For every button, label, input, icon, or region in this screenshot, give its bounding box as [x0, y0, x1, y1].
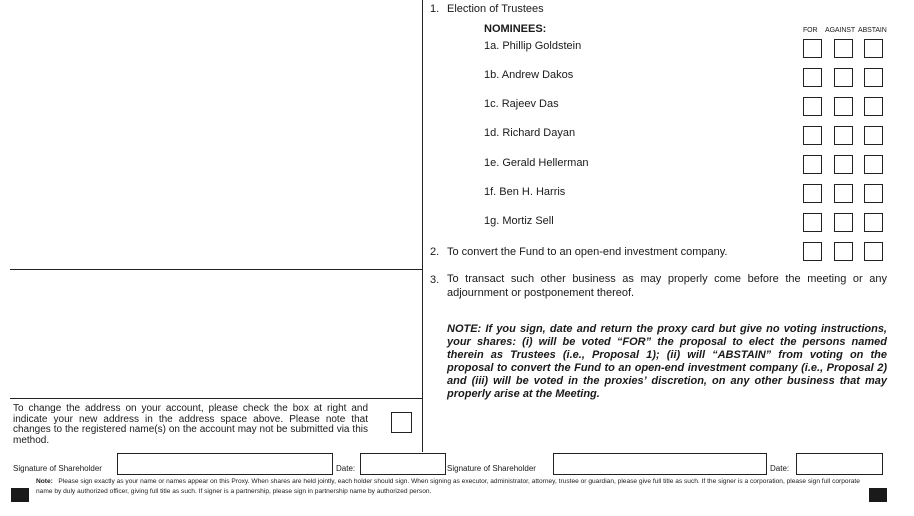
abstain-checkbox[interactable] — [864, 68, 883, 87]
column-header-abstain: ABSTAIN — [858, 27, 887, 34]
joint-shareholder-signature-label: Signature of Shareholder — [447, 464, 536, 473]
shareholder-signature-label: Signature of Shareholder — [13, 464, 102, 473]
proposal-2-number: 2. — [430, 246, 440, 258]
for-checkbox[interactable] — [803, 242, 822, 261]
nominee-label: 1e. Gerald Hellerman — [484, 157, 589, 169]
nominees-heading: NOMINEES: — [484, 23, 547, 35]
joint-shareholder-signature-field[interactable] — [553, 453, 767, 475]
abstain-checkbox[interactable] — [864, 97, 883, 116]
abstain-checkbox[interactable] — [864, 155, 883, 174]
for-checkbox[interactable] — [803, 97, 822, 116]
proposal-3-text: To transact such other business as may properly come before the meeting or any adjournment or postponement thereof. — [447, 273, 887, 299]
against-checkbox[interactable] — [834, 97, 853, 116]
against-checkbox[interactable] — [834, 68, 853, 87]
proposal-2-text: To convert the Fund to an open-end investment company. — [447, 246, 728, 258]
abstain-checkbox[interactable] — [864, 184, 883, 203]
signing-instructions — [36, 477, 866, 497]
registration-mark-left — [11, 488, 29, 502]
proposal-3-number: 3. — [430, 274, 440, 286]
address-change-checkbox[interactable] — [391, 412, 412, 433]
date-field[interactable] — [360, 453, 446, 475]
nominee-label: 1f. Ben H. Harris — [484, 186, 566, 198]
for-checkbox[interactable] — [803, 68, 822, 87]
against-checkbox[interactable] — [834, 213, 853, 232]
abstain-checkbox[interactable] — [864, 39, 883, 58]
for-checkbox[interactable] — [803, 155, 822, 174]
for-checkbox[interactable] — [803, 184, 822, 203]
against-checkbox[interactable] — [834, 126, 853, 145]
abstain-checkbox[interactable] — [864, 242, 883, 261]
note-label: Note: — [36, 478, 53, 485]
nominee-label: 1b. Andrew Dakos — [484, 69, 574, 81]
abstain-checkbox[interactable] — [864, 213, 883, 232]
default-voting-note: NOTE: If you sign, date and return the proxy card but give no voting instructions, your shares: (i) will be voted “FOR” the proposal to elect the persons named therein as Trustees (i.e., Proposal 1); (ii) will “ABSTAIN” from voting on the proposal to convert the Fund to an open-end investment company (i.e., Proposal 2) and (iii) will be voted in the proxies’ discretion, on any other business that may properly arise at the Meeting. — [447, 323, 887, 400]
date-label: Date: — [336, 464, 356, 473]
column-header-for: FOR — [803, 27, 818, 34]
against-checkbox[interactable] — [834, 155, 853, 174]
column-header-against: AGAINST — [825, 27, 856, 34]
joint-date-field[interactable] — [796, 453, 883, 475]
against-checkbox[interactable] — [834, 184, 853, 203]
against-checkbox[interactable] — [834, 39, 853, 58]
against-checkbox[interactable] — [834, 242, 853, 261]
proposal-1-number: 1. — [430, 3, 440, 15]
nominee-label: 1g. Mortiz Sell — [484, 215, 554, 227]
for-checkbox[interactable] — [803, 213, 822, 232]
abstain-checkbox[interactable] — [864, 126, 883, 145]
note-text: Please sign exactly as your name or names appear on this Proxy. When shares are held jointly, each holder should sign. When signing as executor, administrator, attorney, trustee or guardian, please give full title as such. If the signer is a corporation, please sign full corporate name by duly authorized officer, giving full title as such. If signer is a partnership, please sign in partnership name by authorized person. — [36, 478, 860, 495]
nominee-label: 1d. Richard Dayan — [484, 127, 576, 139]
shareholder-signature-field[interactable] — [117, 453, 333, 475]
address-change-top-rule — [10, 398, 422, 399]
registration-mark-right — [869, 488, 887, 502]
nominee-label: 1c. Rajeev Das — [484, 98, 559, 110]
nominee-label: 1a. Phillip Goldstein — [484, 40, 582, 52]
vertical-divider — [422, 0, 423, 452]
joint-date-label: Date: — [770, 464, 790, 473]
proposal-1-title: Election of Trustees — [447, 3, 544, 15]
address-change-instructions: To change the address on your account, please check the box at right and indicate your new address in the address space above. Please note that changes to the registered name(s) on the account may not be submitted via this method. — [13, 403, 368, 446]
for-checkbox[interactable] — [803, 126, 822, 145]
address-area-divider — [10, 269, 422, 270]
for-checkbox[interactable] — [803, 39, 822, 58]
